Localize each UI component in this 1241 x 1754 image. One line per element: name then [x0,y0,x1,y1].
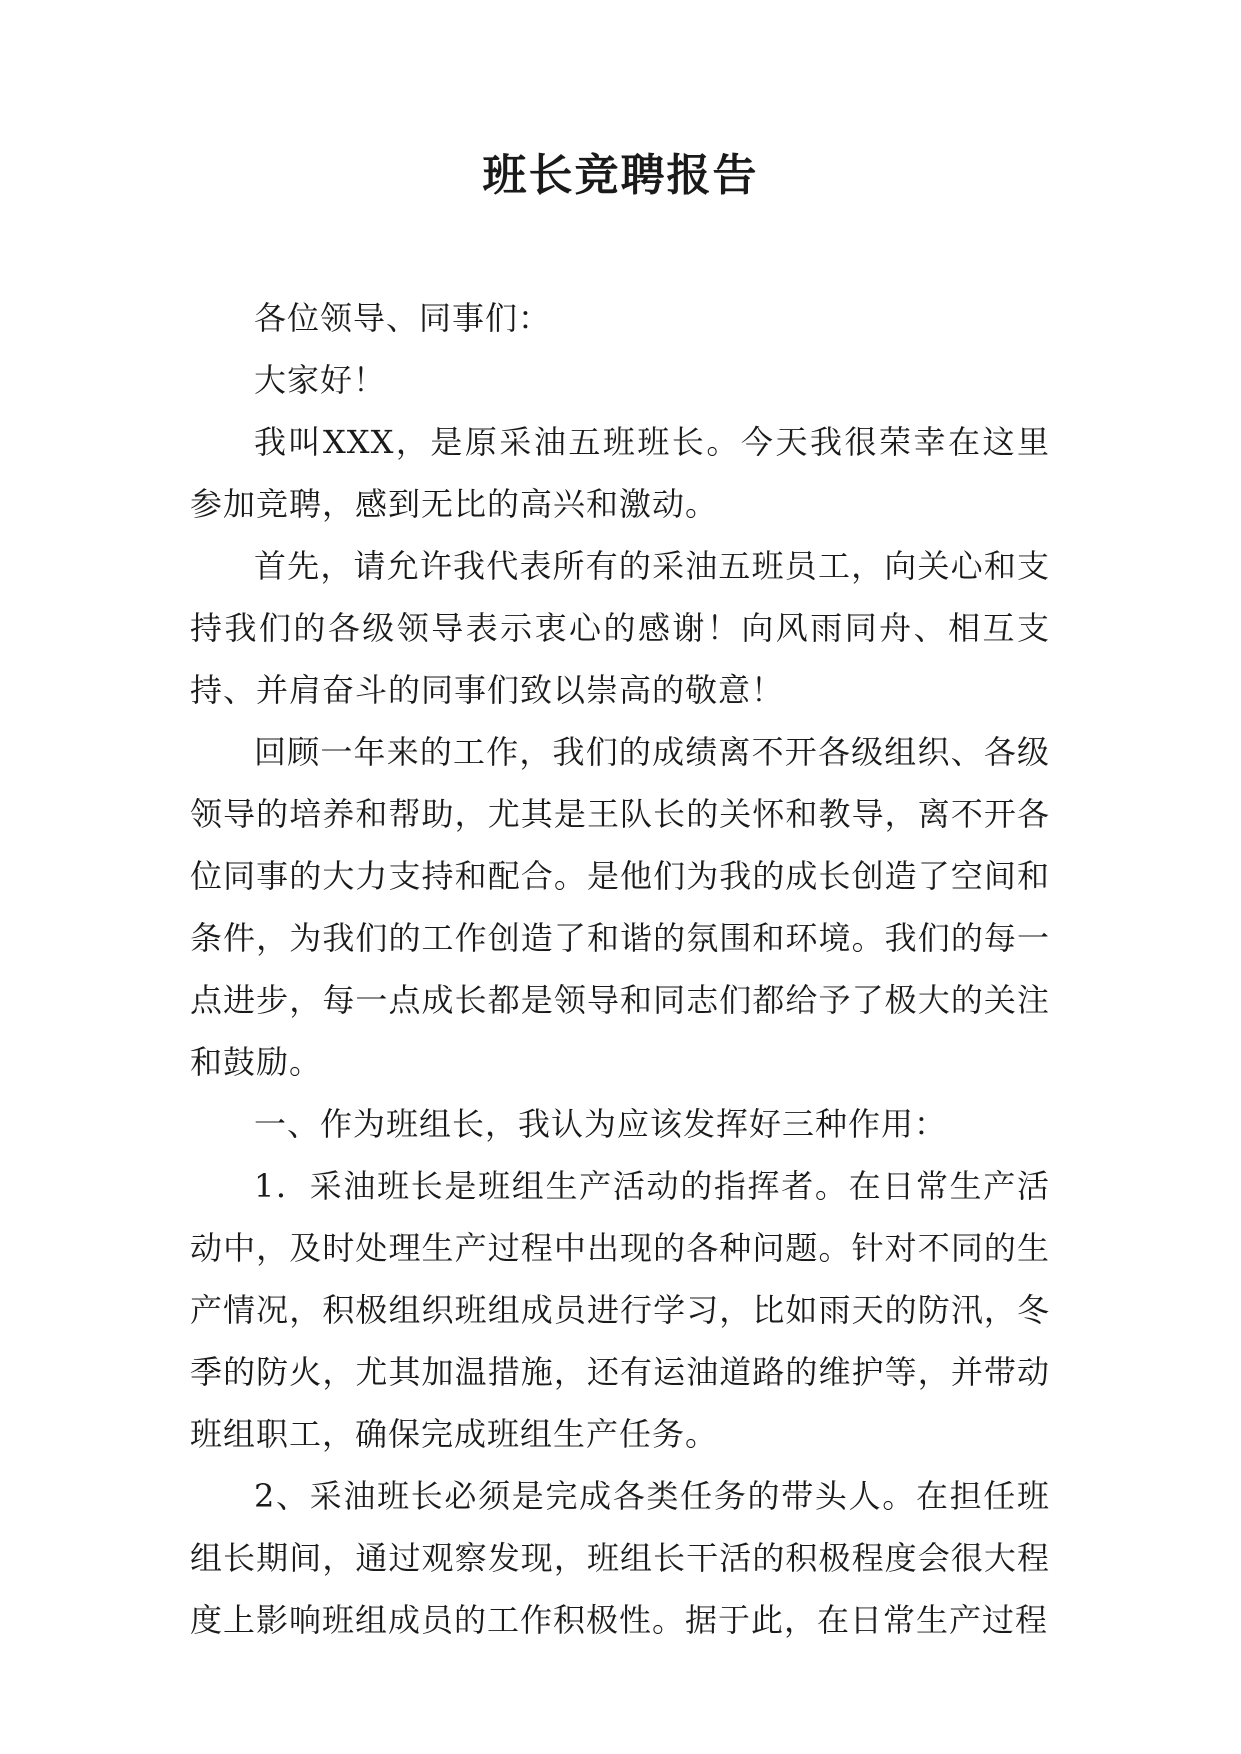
review-paragraph: 回顾一年来的工作，我们的成绩离不开各级组织、各级领导的培养和帮助，尤其是王队长的关怀和教导，离不开各位同事的大力支持和配合。是他们为我的成长创造了空间和条件，为我们的工作创造了和谐的氛围和环境。我们的每一点进步，每一点成长都是领导和同志们都给予了极大的关注和鼓励。 [190,733,1050,1081]
hello-paragraph: 大家好！ [254,361,387,399]
point-two-paragraph: 2、采油班长必须是完成各类任务的带头人。在担任班组长期间，通过观察发现，班组长干活的积极程度会很大程度上影响班组成员的工作积极性。据于此，在日常生产过程 [190,1477,1050,1639]
thanks-paragraph: 首先，请允许我代表所有的采油五班员工，向关心和支持我们的各级领导表示衷心的感谢！向风雨同舟、相互支持、并肩奋斗的同事们致以崇高的敬意！ [190,547,1050,709]
document-body [190,287,1050,1651]
greeting-paragraph: 各位领导、同事们： [254,299,552,337]
document-title: 班长竞聘报告 [482,150,759,201]
section-heading-paragraph: 一、作为班组长，我认为应该发挥好三种作用： [254,1105,948,1143]
point-one-paragraph: 1．采油班长是班组生产活动的指挥者。在日常生产活动中，及时处理生产过程中出现的各种问题。针对不同的生产情况，积极组织班组成员进行学习，比如雨天的防汛，冬季的防火，尤其加温措施，还有运油道路的维护等，并带动班组职工，确保完成班组生产任务。 [190,1167,1050,1453]
introduction-paragraph: 我叫XXX，是原采油五班班长。今天我很荣幸在这里参加竞聘，感到无比的高兴和激动。 [190,423,1050,523]
